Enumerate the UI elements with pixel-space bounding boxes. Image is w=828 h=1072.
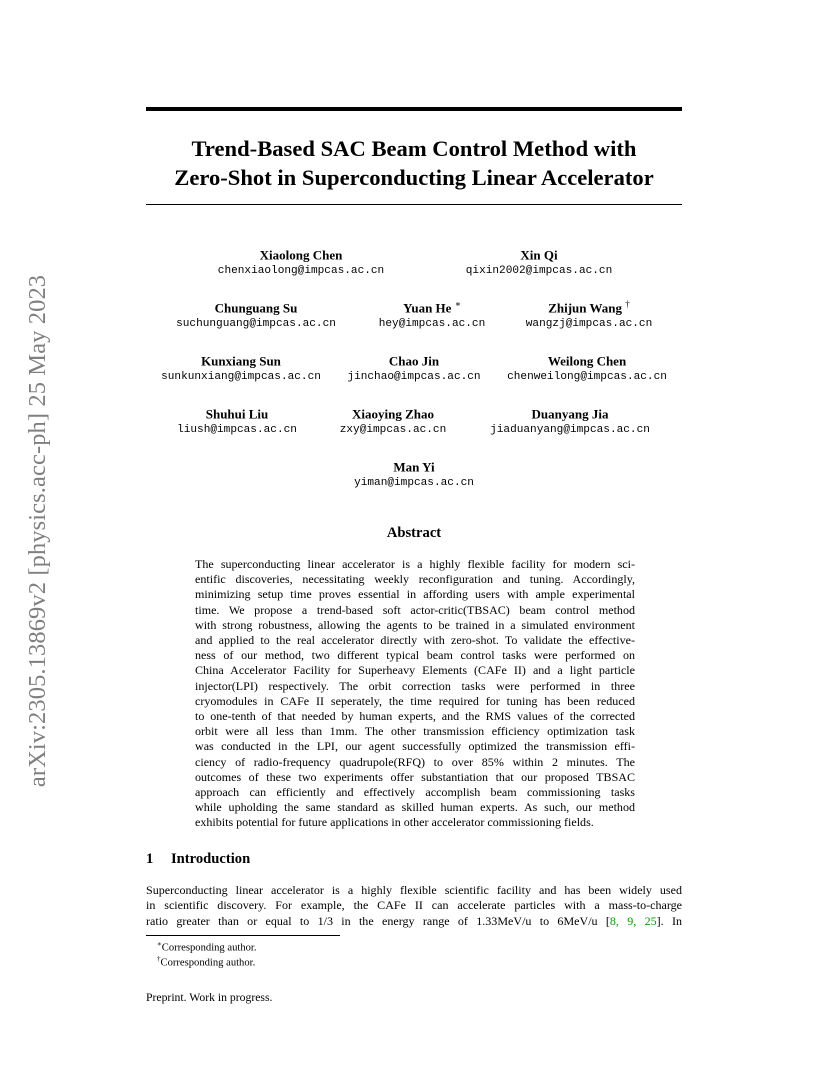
abstract-line: while upholding the same standard as skilled human experts. As such, our method xyxy=(195,800,635,815)
intro-line: ratio greater than or equal to 1/3 in the energy range of 1.33MeV/u to 6MeV/u [8, 9, 25]. In xyxy=(146,913,682,928)
title-rule-bottom xyxy=(146,204,682,205)
author-name: Xin Qi xyxy=(520,247,558,263)
abstract-line: entific discoveries, necessitating weekly reconfiguration and tuning. Accordingly, xyxy=(195,572,635,587)
author-email[interactable]: jinchao@impcas.ac.cn xyxy=(347,371,481,384)
footnote-rule xyxy=(146,935,340,936)
author-name: Xiaoying Zhao xyxy=(352,406,434,422)
abstract-line: cryomodules in CAFe II seperately, the time required for tuning has been reduced xyxy=(195,693,635,708)
author-block xyxy=(293,402,493,438)
abstract-body xyxy=(195,557,635,831)
author-block xyxy=(201,243,401,279)
abstract-line: outcomes of these two experiments offer substantiation that our proposed TBSAC xyxy=(195,769,635,784)
abstract-line: orbit were all less than 1mm. The other transmission efficiency optimization task xyxy=(195,724,635,739)
abstract-line: ness of our method, two different typical beam control tasks were performed on xyxy=(195,648,635,663)
intro-line: in scientific discovery. For example, the CAFe II can accelerate particles with a mass-to-charge xyxy=(146,898,682,913)
author-block xyxy=(141,349,341,385)
author-email[interactable]: suchunguang@impcas.ac.cn xyxy=(176,318,336,331)
author-email[interactable]: liush@impcas.ac.cn xyxy=(177,424,297,437)
abstract-line: and applied to the real accelerator directly with zero-shot. To validate the effective- xyxy=(195,633,635,648)
author-block xyxy=(156,296,356,332)
author-email[interactable]: sunkunxiang@impcas.ac.cn xyxy=(161,371,321,384)
abstract-heading: Abstract xyxy=(386,525,442,541)
footnote: ∗Corresponding author. xyxy=(157,940,257,954)
author-name: Shuhui Liu xyxy=(205,406,269,422)
title-line-2: Zero-Shot in Superconducting Linear Accelerator xyxy=(174,165,654,190)
citation-link[interactable]: 8, 9, 25 xyxy=(609,913,657,928)
section-number: 1 xyxy=(146,851,154,867)
author-email[interactable]: chenxiaolong@impcas.ac.cn xyxy=(217,265,385,278)
author-name: Duanyang Jia xyxy=(531,406,609,422)
author-block xyxy=(470,402,670,438)
section-heading xyxy=(146,850,250,868)
preprint-note: Preprint. Work in progress. xyxy=(146,991,273,1004)
intro-line: Superconducting linear accelerator is a highly flexible scientific facility and has been widely used xyxy=(146,883,682,897)
title-rule-top xyxy=(146,107,682,111)
author-name: Chunguang Su xyxy=(214,300,298,316)
author-email[interactable]: wangzj@impcas.ac.cn xyxy=(525,318,653,331)
intro-paragraph xyxy=(146,883,682,929)
author-block xyxy=(487,349,687,385)
author-email[interactable]: yiman@impcas.ac.cn xyxy=(354,477,474,490)
author-block xyxy=(489,296,689,332)
author-email[interactable]: qixin2002@impcas.ac.cn xyxy=(465,265,613,278)
author-name: Kunxiang Sun xyxy=(201,353,281,369)
abstract-line: injector(LPI) respectively. The orbit correction tasks were performed in three xyxy=(195,678,635,693)
abstract-line: with strong robustness, allowing the agents to be trained in a simulated environment xyxy=(195,617,635,632)
abstract-line: The superconducting linear accelerator is a highly flexible facility for modern sci- xyxy=(195,557,635,571)
author-name: Man Yi xyxy=(393,459,435,475)
author-email[interactable]: jiaduanyang@impcas.ac.cn xyxy=(490,424,650,437)
author-name: Yuan He ∗ xyxy=(403,299,461,316)
footnote: †Corresponding author. xyxy=(157,955,256,969)
author-block xyxy=(439,243,639,279)
abstract-line: exhibits potential for future applications in other accelerator commissioning fields. xyxy=(195,815,594,830)
author-name: Weilong Chen xyxy=(547,353,627,369)
author-email[interactable]: zxy@impcas.ac.cn xyxy=(339,424,447,437)
author-name: Xiaolong Chen xyxy=(259,247,343,263)
abstract-line: time. We propose a trend-based soft actor-critic(TBSAC) beam control method xyxy=(195,602,635,617)
author-email[interactable]: chenweilong@impcas.ac.cn xyxy=(507,371,667,384)
author-name: Chao Jin xyxy=(388,353,440,369)
author-name: Zhijun Wang † xyxy=(548,299,630,316)
section-title: Introduction xyxy=(171,851,251,867)
abstract-line: minimizing setup time proves essential in affording users with ample experimental xyxy=(195,587,635,602)
author-block xyxy=(314,455,514,491)
author-email[interactable]: hey@impcas.ac.cn xyxy=(378,318,486,331)
abstract-line: approach can efficiently and effectively accomplish beam commissioning tasks xyxy=(195,785,635,800)
abstract-line: China Accelerator Facility for Superheavy Elements (CAFe II) and a light particle xyxy=(195,663,635,678)
abstract-line: was conducted in the LPI, our agent successfully optimized the transmission effi- xyxy=(195,739,635,754)
arxiv-stamp: arXiv:2305.13869v2 [physics.acc-ph] 25 May 2023 xyxy=(24,274,51,788)
author-block xyxy=(314,349,514,385)
paper-title xyxy=(146,134,682,192)
abstract-line: ciency of radio-frequency quadrupole(RFQ) to over 85% within 2 minutes. The xyxy=(195,754,635,769)
title-line-1: Trend-Based SAC Beam Control Method with xyxy=(191,136,637,161)
abstract-line: to one-tenth of that needed by human experts, and the RMS values of the corrected xyxy=(195,709,635,724)
